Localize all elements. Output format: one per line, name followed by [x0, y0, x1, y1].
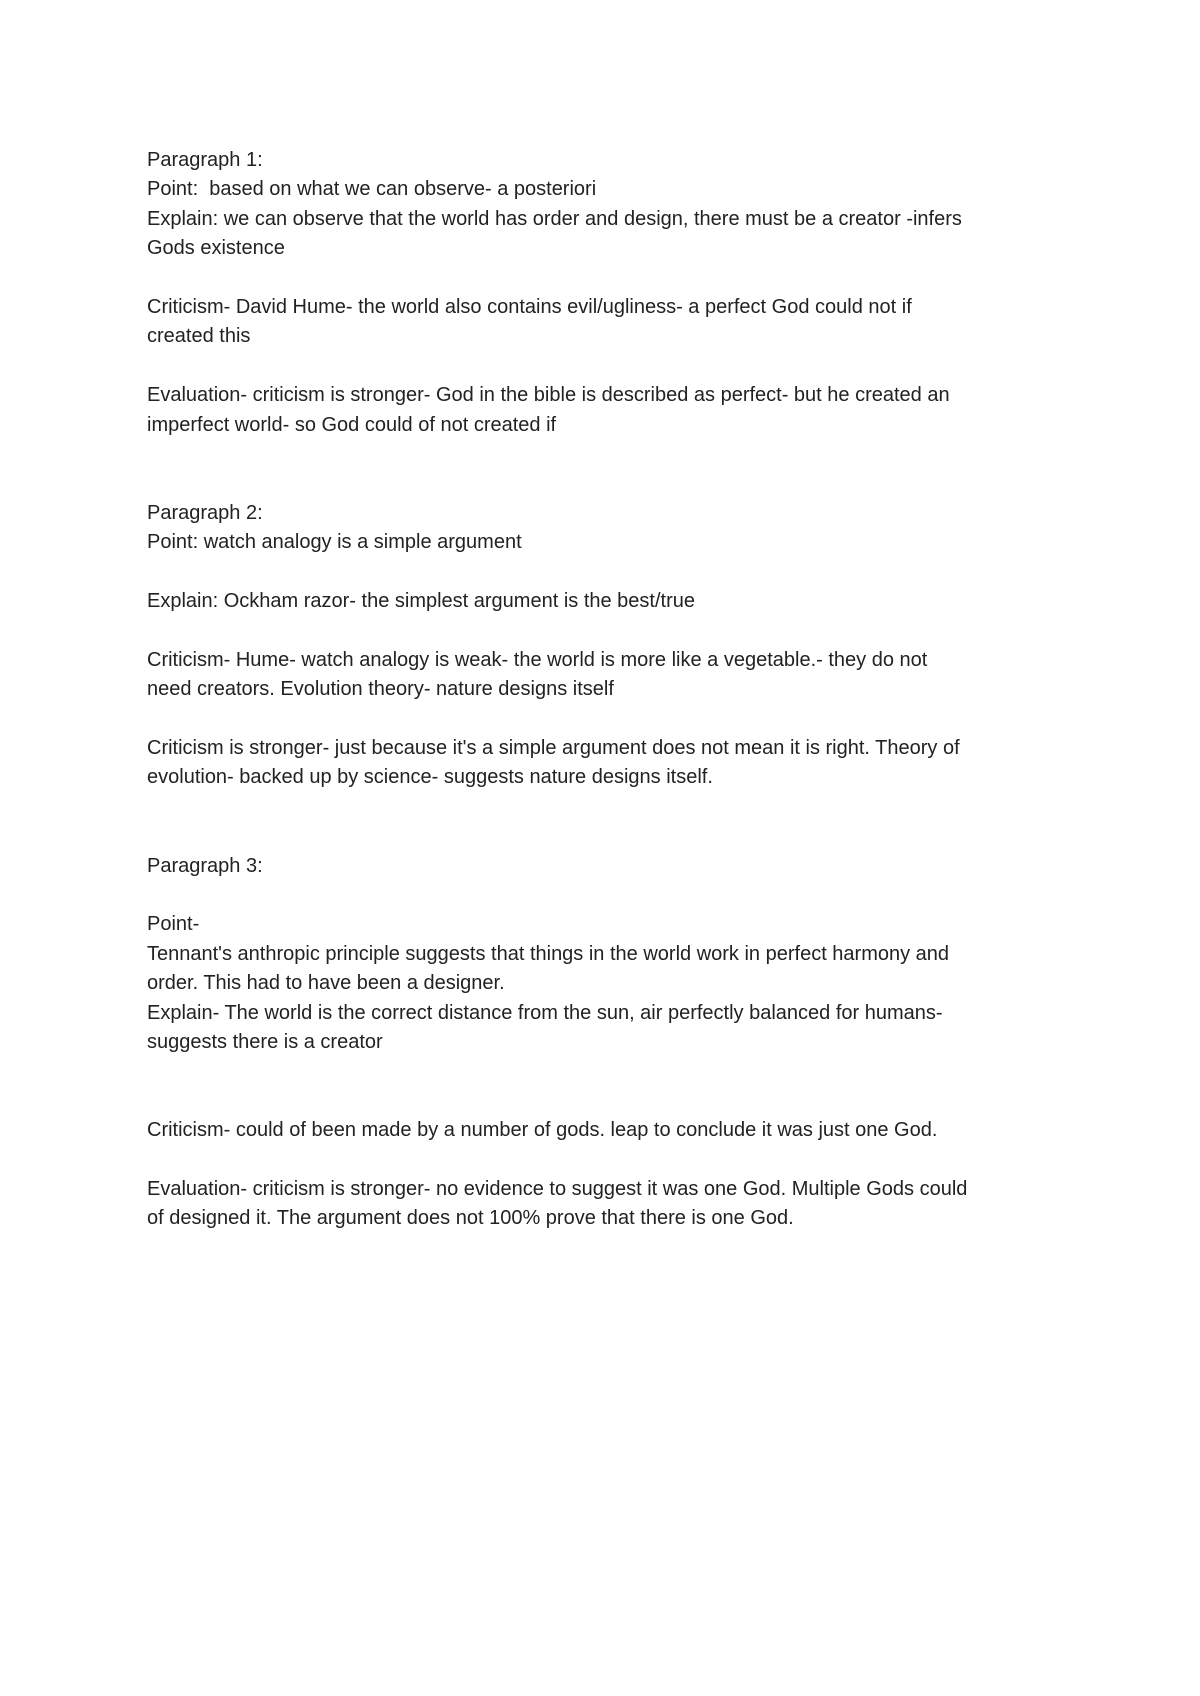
paragraph-2-heading: Paragraph 2: — [147, 501, 263, 524]
blank-line — [147, 793, 1077, 822]
paragraph-3-evaluation-line-2: of designed it. The argument does not 100% prove that there is one God. — [147, 1207, 794, 1230]
paragraph-1-point: Point: based on what we can observe- a posteriori — [147, 178, 597, 201]
blank-line — [147, 469, 1077, 498]
paragraph-1-evaluation-line-2: imperfect world- so God could of not created if — [147, 413, 557, 436]
blank-line — [147, 1146, 1077, 1175]
blank-line — [147, 616, 1077, 645]
blank-line — [147, 822, 1077, 851]
paragraph-1-explain-line-2: Gods existence — [147, 237, 285, 260]
blank-line — [147, 352, 1077, 381]
document-body — [147, 146, 1077, 1234]
paragraph-3-criticism: Criticism- could of been made by a number of gods. leap to conclude it was just one God. — [147, 1119, 938, 1142]
paragraph-2-evaluation-line-2: evolution- backed up by science- suggests nature designs itself. — [147, 766, 713, 789]
blank-line — [147, 440, 1077, 469]
paragraph-2-point: Point: watch analogy is a simple argument — [147, 531, 522, 554]
blank-line — [147, 881, 1077, 910]
paragraph-2-explain: Explain: Ockham razor- the simplest argument is the best/true — [147, 590, 696, 613]
paragraph-3-point-line-1: Tennant's anthropic principle suggests that things in the world work in perfect harmony and — [147, 942, 950, 965]
paragraph-2-evaluation-line-1: Criticism is stronger- just because it's a simple argument does not mean it is right. Theory of — [147, 737, 960, 760]
paragraph-3-evaluation-line-1: Evaluation- criticism is stronger- no evidence to suggest it was one God. Multiple Gods could — [147, 1178, 968, 1201]
paragraph-3-explain-line-2: suggests there is a creator — [147, 1031, 383, 1054]
paragraph-3-explain-line-1: Explain- The world is the correct distance from the sun, air perfectly balanced for humans- — [147, 1001, 943, 1024]
paragraph-2-criticism-line-1: Criticism- Hume- watch analogy is weak- the world is more like a vegetable.- they do not — [147, 648, 928, 671]
paragraph-1-explain-line-1: Explain: we can observe that the world has order and design, there must be a creator -infers — [147, 207, 962, 230]
paragraph-1-heading: Paragraph 1: — [147, 149, 263, 171]
paragraph-3-point-label: Point- — [147, 913, 200, 936]
paragraph-1-criticism-line-2: created this — [147, 325, 251, 348]
paragraph-3-point-line-2: order. This had to have been a designer. — [147, 972, 505, 995]
blank-line — [147, 264, 1077, 293]
paragraph-2-criticism-line-2: need creators. Evolution theory- nature designs itself — [147, 678, 614, 701]
blank-line — [147, 1057, 1077, 1086]
paragraph-1-evaluation-line-1: Evaluation- criticism is stronger- God in the bible is described as perfect- but he created an — [147, 384, 950, 407]
blank-line — [147, 558, 1077, 587]
blank-line — [147, 705, 1077, 734]
paragraph-3-heading: Paragraph 3: — [147, 854, 263, 877]
paragraph-1-criticism-line-1: Criticism- David Hume- the world also contains evil/ugliness- a perfect God could not if — [147, 296, 912, 319]
blank-line — [147, 1087, 1077, 1116]
